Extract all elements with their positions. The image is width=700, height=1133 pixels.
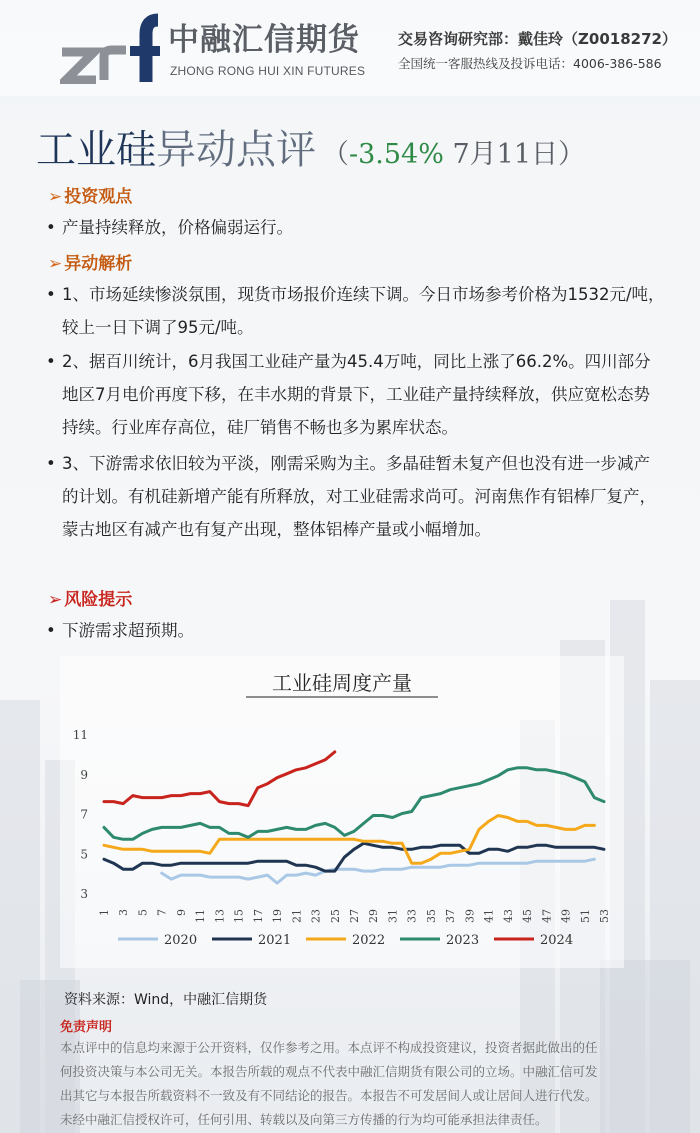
x-tick-label: 9 xyxy=(174,909,188,916)
disclaimer-line: 本点评中的信息均来源于公开资料，仅作参考之用。本点评不构成投资建议，投资者据此做出的任 xyxy=(60,1040,598,1055)
disclaimer-line: 何投资决策与本公司无关。本报告所载的观点不代表中融汇信期货有限公司的立场。中融汇信可发 xyxy=(60,1064,598,1079)
x-tick-label: 45 xyxy=(521,909,535,923)
x-tick-label: 21 xyxy=(290,909,304,923)
analyst-contact: 交易咨询研究部：戴佳玲（Z0018272） xyxy=(398,30,677,48)
y-tick-label: 3 xyxy=(80,887,88,901)
bullet-icon: • xyxy=(46,352,56,371)
title-open-paren: （ xyxy=(322,139,349,170)
analysis-item-3: • 3、下游需求依旧较为平淡，刚需采购为主。多晶硅暂未复产但也没有进一步减产的计划。有机硅新增产能有所释放，对工业硅需求尚可。河南焦作有铝棒厂复产，蒙古地区有减产也有复产出现，整体铝棒产量或小幅增加。 xyxy=(46,447,666,546)
chart-svg xyxy=(60,656,624,968)
header xyxy=(0,0,700,96)
legend-label-2020: 2020 xyxy=(164,933,198,948)
analysis-item-2: • 2、据百川统计，6月我国工业硅产量为45.4万吨，同比上涨了66.2%。四川部分地区7月电价再度下移，在丰水期的背景下，工业硅产量持续释放，供应宽松态势持续。行业库存高位，硅厂销售不畅也多为累库状态。 xyxy=(46,345,666,444)
arrow-icon: ➢ xyxy=(48,590,63,610)
y-tick-label: 5 xyxy=(80,847,88,862)
x-tick-label: 53 xyxy=(598,909,611,923)
x-tick-label: 27 xyxy=(348,909,361,923)
disclaimer-line: 出其它与本报告所载资料不一致及有不同结论的报告。本报告不可发居间人或让居间人进行代发。 xyxy=(60,1088,598,1103)
title-sub: 异动点评 xyxy=(156,127,316,173)
x-tick-label: 31 xyxy=(386,909,400,923)
legend-label-2023: 2023 xyxy=(446,933,480,948)
x-tick-label: 15 xyxy=(232,909,246,923)
arrow-icon: ➢ xyxy=(48,254,63,274)
disclaimer-body xyxy=(60,1036,640,1132)
section-heading-risk: ➢ 风险提示 xyxy=(48,590,133,610)
x-tick-label: 41 xyxy=(482,909,496,923)
legend-label-2021: 2021 xyxy=(258,933,292,948)
title-main: 工业硅 xyxy=(36,127,156,173)
y-tick-label: 11 xyxy=(72,728,88,742)
bullet-icon: • xyxy=(46,218,56,237)
chart-title: 工业硅周度产量 xyxy=(272,671,412,695)
x-tick-label: 51 xyxy=(578,909,592,923)
x-tick-label: 23 xyxy=(309,909,323,923)
price-change: -3.54% xyxy=(349,139,444,170)
disclaimer-line: 未经中融汇信授权许可，任何引用、转载以及向第三方传播的行为均可能承担法律责任。 xyxy=(60,1112,548,1127)
company-name-cn: 中融汇信期货 xyxy=(168,22,360,58)
x-tick-label: 19 xyxy=(271,909,285,923)
hotline-contact: 全国统一客服热线及投诉电话：4006-386-586 xyxy=(398,56,662,71)
x-tick-label: 47 xyxy=(540,909,554,923)
risk-paragraph: • 下游需求超预期。 xyxy=(46,614,666,647)
x-tick-label: 13 xyxy=(213,909,227,923)
section-heading-analysis: ➢ 异动解析 xyxy=(48,254,133,274)
x-tick-label: 17 xyxy=(251,909,265,923)
production-chart xyxy=(60,656,624,968)
section-heading-view: ➢ 投资观点 xyxy=(48,187,133,207)
x-tick-label: 39 xyxy=(463,909,477,923)
x-tick-label: 29 xyxy=(367,909,381,923)
x-tick-label: 33 xyxy=(405,909,419,923)
title-date: 7月11日） xyxy=(443,139,586,170)
data-source: 资料来源：Wind，中融汇信期货 xyxy=(64,992,268,1008)
view-paragraph: • 产量持续释放，价格偏弱运行。 xyxy=(46,211,666,244)
bullet-icon: • xyxy=(46,285,56,304)
x-tick-label: 25 xyxy=(328,909,342,923)
zrf-logo-icon xyxy=(60,12,160,84)
arrow-icon: ➢ xyxy=(48,187,63,207)
x-tick-label: 37 xyxy=(444,909,458,923)
disclaimer-title: 免责声明 xyxy=(60,1020,113,1035)
x-tick-label: 43 xyxy=(501,909,515,923)
bullet-icon: • xyxy=(46,454,56,473)
bullet-icon: • xyxy=(46,621,56,640)
legend-label-2022: 2022 xyxy=(352,933,386,948)
y-tick-label: 9 xyxy=(80,767,88,782)
x-tick-label: 11 xyxy=(194,909,208,923)
x-tick-label: 35 xyxy=(424,909,438,923)
analysis-item-1: • 1、市场延续惨淡氛围，现货市场报价连续下调。今日市场参考价格为1532元/吨，较上一日下调了95元/吨。 xyxy=(46,278,666,344)
page-title xyxy=(36,118,585,175)
company-name-en: ZHONG RONG HUI XIN FUTURES xyxy=(170,64,366,78)
legend-label-2024: 2024 xyxy=(540,933,574,948)
y-tick-label: 7 xyxy=(80,807,88,822)
x-tick-label: 5 xyxy=(136,909,150,916)
x-tick-label: 1 xyxy=(98,909,111,916)
x-tick-label: 49 xyxy=(559,909,573,923)
x-tick-label: 7 xyxy=(155,909,169,916)
x-tick-label: 3 xyxy=(117,909,131,916)
